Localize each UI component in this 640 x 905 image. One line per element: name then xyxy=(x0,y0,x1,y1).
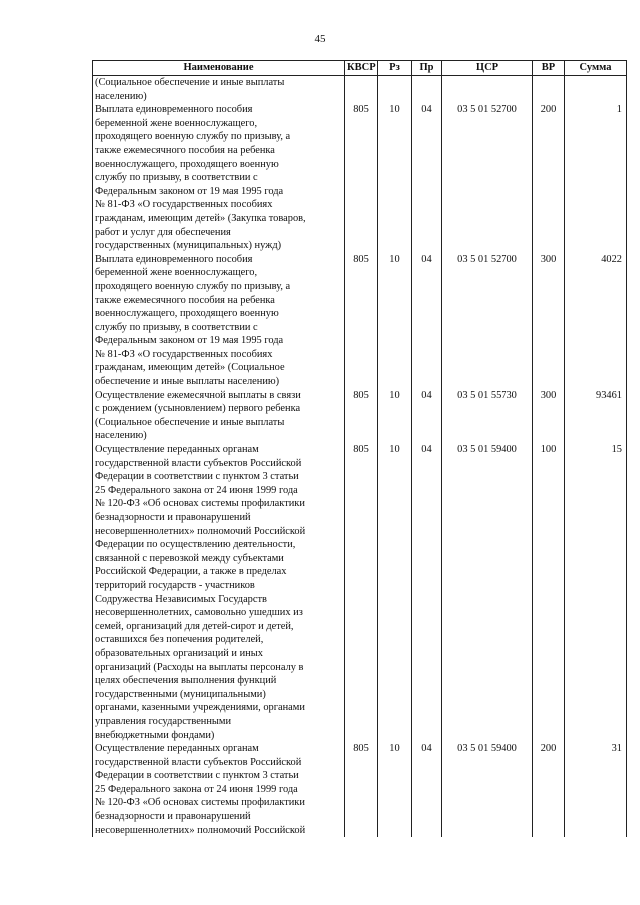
row-pr-cell: 04 xyxy=(412,389,442,443)
row-name-cell xyxy=(93,443,345,742)
row-sum-cell xyxy=(565,76,627,104)
row-name-line: территорий государств - участников xyxy=(95,579,255,591)
row-name-line: несовершеннолетних» полномочий Российской xyxy=(95,525,306,537)
row-name-line: управления государственными xyxy=(95,715,232,727)
row-name-line: государственных (муниципальных) нужд) xyxy=(95,240,282,252)
budget-table xyxy=(92,60,627,837)
row-sum-cell: 93461 xyxy=(565,389,627,443)
row-name-line: Федерации в соответствии с пунктом 3 статьи xyxy=(95,471,299,483)
row-name-line: Федеральным законом от 19 мая 1995 года xyxy=(95,335,284,347)
table-header-row xyxy=(93,61,627,76)
row-name-line: проходящего военную службу по призыву, а xyxy=(95,131,291,143)
row-name-line: семей, организаций для детей-сирот и детей, xyxy=(95,620,294,632)
header-sum: Сумма xyxy=(565,61,627,76)
row-rz-cell: 10 xyxy=(378,742,412,837)
row-name-line: беременной жене военнослужащего, xyxy=(95,117,258,129)
row-name-line: с рождением (усыновлением) первого ребенка xyxy=(95,403,301,415)
row-name-line: государственными (муниципальными) xyxy=(95,688,266,700)
row-name-line: оставшихся без попечения родителей, xyxy=(95,634,264,646)
row-name-line: несовершеннолетних» полномочий Российской xyxy=(95,824,306,836)
row-name-line: 25 Федерального закона от 24 июня 1999 года xyxy=(95,783,298,795)
row-name-line: Федеральным законом от 19 мая 1995 года xyxy=(95,185,284,197)
table-row xyxy=(93,76,627,104)
row-name-cell xyxy=(93,742,345,837)
row-name-line: целях обеспечения выполнения функций xyxy=(95,675,277,687)
row-name-line: (Социальное обеспечение и иные выплаты xyxy=(95,77,285,88)
row-csr-cell: 03 5 01 52700 xyxy=(442,103,533,253)
row-sum-cell: 15 xyxy=(565,443,627,742)
row-name-line: военнослужащего, проходящего военную xyxy=(95,158,279,170)
row-name-line: (Социальное обеспечение и иные выплаты xyxy=(95,416,285,428)
row-name-line: образовательных организаций и иных xyxy=(95,647,263,659)
row-name-cell xyxy=(93,103,345,253)
row-name-line: Выплата единовременного пособия xyxy=(95,253,253,265)
header-csr: ЦСР xyxy=(442,61,533,76)
row-sum-cell: 1 xyxy=(565,103,627,253)
row-rz-cell: 10 xyxy=(378,443,412,742)
table-row xyxy=(93,103,627,253)
row-name-line: службу по призыву, в соответствии с xyxy=(95,172,258,184)
row-vr-cell: 100 xyxy=(533,443,565,742)
row-csr-cell: 03 5 01 59400 xyxy=(442,443,533,742)
row-csr-cell: 03 5 01 55730 xyxy=(442,389,533,443)
row-pr-cell: 04 xyxy=(412,253,442,389)
header-name: Наименование xyxy=(93,61,345,76)
row-name-line: Федерации в соответствии с пунктом 3 статьи xyxy=(95,770,299,782)
row-name-line: № 120-ФЗ «Об основах системы профилактики xyxy=(95,797,305,809)
row-sum-cell: 4022 xyxy=(565,253,627,389)
row-rz-cell: 10 xyxy=(378,389,412,443)
row-csr-cell: 03 5 01 59400 xyxy=(442,742,533,837)
row-pr-cell: 04 xyxy=(412,742,442,837)
row-name-line: населению) xyxy=(95,430,147,442)
row-name-line: Содружества Независимых Государств xyxy=(95,593,267,605)
row-csr-cell xyxy=(442,76,533,104)
row-vr-cell: 300 xyxy=(533,389,565,443)
table-row xyxy=(93,389,627,443)
table-row xyxy=(93,253,627,389)
row-name-line: Федерации по осуществлению деятельности, xyxy=(95,539,296,551)
row-kvsr-cell: 805 xyxy=(345,103,378,253)
row-name-line: организаций (Расходы на выплаты персоналу в xyxy=(95,661,304,673)
row-name-line: обеспечение и иные выплаты населению) xyxy=(95,376,280,388)
row-name-line: № 120-ФЗ «Об основах системы профилактики xyxy=(95,498,305,510)
row-name-line: государственной власти субъектов Российской xyxy=(95,457,302,469)
row-name-line: проходящего военную службу по призыву, а xyxy=(95,280,291,292)
row-rz-cell: 10 xyxy=(378,103,412,253)
row-name-line: Осуществление ежемесячной выплаты в связи xyxy=(95,389,301,401)
row-name-line: безнадзорности и правонарушений xyxy=(95,512,251,523)
header-rz: Рз xyxy=(378,61,412,76)
row-kvsr-cell: 805 xyxy=(345,389,378,443)
row-name-cell xyxy=(93,253,345,389)
page-number: 45 xyxy=(314,33,326,45)
row-name-cell xyxy=(93,389,345,443)
row-pr-cell xyxy=(412,76,442,104)
row-pr-cell: 04 xyxy=(412,103,442,253)
row-name-line: Российской Федерации, а также в пределах xyxy=(95,566,287,578)
row-pr-cell: 04 xyxy=(412,443,442,742)
row-name-line: государственной власти субъектов Российской xyxy=(95,756,302,768)
row-name-line: также ежемесячного пособия на ребенка xyxy=(95,144,275,156)
row-name-line: службу по призыву, в соответствии с xyxy=(95,321,258,333)
row-vr-cell: 300 xyxy=(533,253,565,389)
row-kvsr-cell: 805 xyxy=(345,253,378,389)
row-csr-cell: 03 5 01 52700 xyxy=(442,253,533,389)
row-name-line: гражданам, имеющим детей» (Социальное xyxy=(95,362,285,374)
row-name-cell xyxy=(93,76,345,104)
row-name-line: работ и услуг для обеспечения xyxy=(95,226,231,238)
row-name-line: несовершеннолетних, самовольно ушедших из xyxy=(95,607,303,619)
row-name-line: 25 Федерального закона от 24 июня 1999 года xyxy=(95,484,298,496)
row-rz-cell xyxy=(378,76,412,104)
header-vr: ВР xyxy=(533,61,565,76)
row-name-line: также ежемесячного пособия на ребенка xyxy=(95,294,275,306)
row-vr-cell: 200 xyxy=(533,742,565,837)
row-kvsr-cell xyxy=(345,76,378,104)
row-name-line: органами, казенными учреждениями, органами xyxy=(95,702,305,714)
header-pr: Пр xyxy=(412,61,442,76)
row-name-line: связанной с перевозкой между субъектами xyxy=(95,552,284,564)
row-name-line: гражданам, имеющим детей» (Закупка товаров, xyxy=(95,212,306,224)
row-name-line: № 81-ФЗ «О государственных пособиях xyxy=(95,348,273,360)
row-name-line: населению) xyxy=(95,90,147,102)
row-kvsr-cell: 805 xyxy=(345,742,378,837)
row-kvsr-cell: 805 xyxy=(345,443,378,742)
row-rz-cell: 10 xyxy=(378,253,412,389)
row-name-line: Осуществление переданных органам xyxy=(95,743,259,755)
row-name-line: Осуществление переданных органам xyxy=(95,444,259,456)
row-name-line: беременной жене военнослужащего, xyxy=(95,267,258,279)
row-sum-cell: 31 xyxy=(565,742,627,837)
row-vr-cell xyxy=(533,76,565,104)
row-name-line: безнадзорности и правонарушений xyxy=(95,811,251,823)
row-name-line: Выплата единовременного пособия xyxy=(95,104,253,116)
table-body xyxy=(93,76,627,838)
header-kvsr: КВСР xyxy=(345,61,378,76)
table-row xyxy=(93,443,627,742)
row-name-line: № 81-ФЗ «О государственных пособиях xyxy=(95,199,273,211)
table-row xyxy=(93,742,627,837)
row-vr-cell: 200 xyxy=(533,103,565,253)
row-name-line: внебюджетными фондами) xyxy=(95,729,215,741)
row-name-line: военнослужащего, проходящего военную xyxy=(95,308,279,320)
